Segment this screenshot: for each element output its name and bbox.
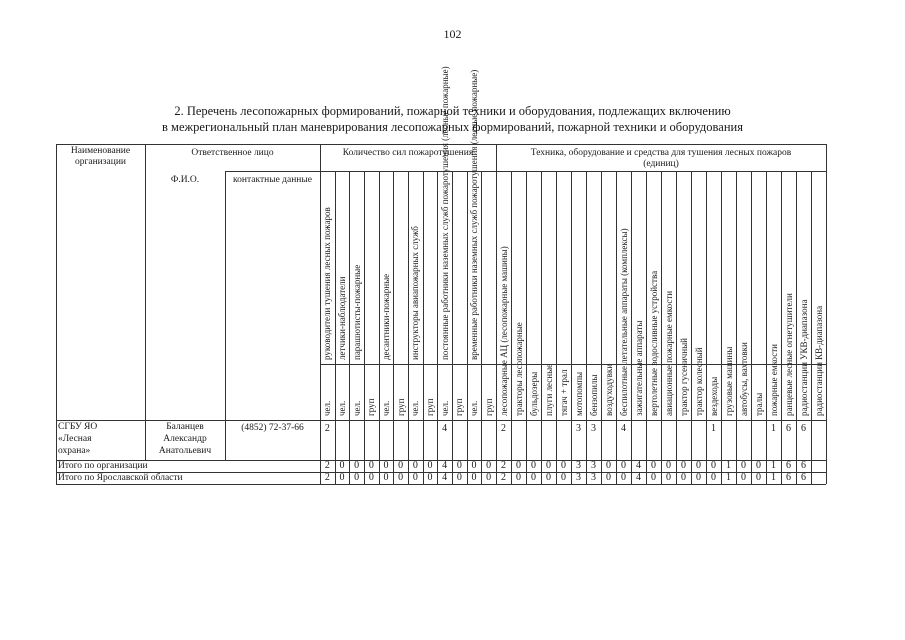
equipment-units-header: (единиц) xyxy=(643,159,679,169)
total-equipment-value: 6 xyxy=(801,472,806,483)
column-divider xyxy=(379,171,380,484)
equipment-col-name: беспилотные летательные аппараты (комплексы) xyxy=(618,228,629,416)
force-value: 2 xyxy=(324,423,330,434)
org-name-header: Наименование организации xyxy=(70,146,131,167)
equipment-col-name: ранцевые лесные огнетушители xyxy=(783,293,794,416)
equipment-col-name: автобусы, вахтовки xyxy=(738,342,749,416)
equipment-value: 4 xyxy=(621,423,626,434)
column-divider xyxy=(706,171,707,484)
total-equipment-value: 4 xyxy=(636,472,641,483)
equipment-col-name: бульдозеры xyxy=(528,371,539,416)
total-force-value: 0 xyxy=(368,472,374,483)
total-label: Итого по Ярославской области xyxy=(58,473,183,483)
fio-line: Александр xyxy=(163,434,207,444)
page-number: 102 xyxy=(443,27,462,41)
equipment-value: 3 xyxy=(576,423,581,434)
fio-col-divider xyxy=(225,171,226,460)
total-equipment-value: 0 xyxy=(546,460,551,471)
total-equipment-value: 0 xyxy=(561,460,566,471)
total-equipment-value: 0 xyxy=(606,460,611,471)
column-divider xyxy=(481,171,482,484)
total-force-value: 0 xyxy=(427,472,433,483)
total-force-value: 0 xyxy=(383,472,389,483)
equipment-col-name: лесопожарные АЦ (лесопожарные машины) xyxy=(498,246,509,416)
column-divider xyxy=(766,171,767,484)
total-equipment-value: 3 xyxy=(576,460,581,471)
org-name-line: СГБУ ЯО xyxy=(58,422,98,432)
header-bottom-line xyxy=(56,420,826,421)
contacts-value: (4852) 72-37-66 xyxy=(241,423,304,433)
equipment-col-name: зажигательные аппараты xyxy=(633,320,644,416)
force-col-unit: груп xyxy=(425,398,435,416)
total-region-bottom xyxy=(56,484,826,485)
column-divider xyxy=(423,171,424,484)
total-equipment-value: 3 xyxy=(591,460,596,471)
total-equipment-value: 2 xyxy=(501,472,506,483)
column-divider xyxy=(676,171,677,484)
equipment-col-name: авиационные пожарные емкости xyxy=(663,290,674,416)
total-equipment-value: 0 xyxy=(741,460,746,471)
total-force-value: 0 xyxy=(427,460,433,471)
force-col-name: постоянные работники наземных служб пожаротушения (лесные пожарные) xyxy=(439,66,450,360)
force-col-name: летчики-наблюдатели xyxy=(337,276,347,360)
column-divider xyxy=(781,171,782,484)
total-equipment-value: 0 xyxy=(666,460,671,471)
contacts-header: контактные данные xyxy=(233,175,312,185)
total-equipment-value: 0 xyxy=(741,472,746,483)
column-divider xyxy=(751,171,752,484)
total-equipment-value: 0 xyxy=(531,460,536,471)
total-equipment-value: 0 xyxy=(516,460,521,471)
total-force-value: 4 xyxy=(442,460,448,471)
total-equipment-value: 0 xyxy=(756,460,761,471)
total-equipment-value: 0 xyxy=(666,472,671,483)
column-divider xyxy=(556,171,557,484)
total-equipment-value: 6 xyxy=(786,472,791,483)
force-col-unit: чел. xyxy=(469,400,479,416)
column-divider xyxy=(811,171,812,484)
total-equipment-value: 2 xyxy=(501,460,506,471)
table-right-border xyxy=(826,144,827,484)
equipment-col-name: тралы xyxy=(753,392,764,416)
total-equipment-value: 0 xyxy=(621,472,626,483)
column-divider xyxy=(364,171,365,484)
total-force-value: 0 xyxy=(383,460,389,471)
title-line-1: 2. Перечень лесопожарных формирований, пожарной техники и оборудования, подлежащих включению xyxy=(174,104,731,118)
total-force-value: 2 xyxy=(324,460,330,471)
force-col-unit: чел. xyxy=(322,400,333,416)
column-divider xyxy=(526,171,527,484)
total-force-value: 0 xyxy=(486,460,492,471)
total-force-value: 0 xyxy=(339,460,345,471)
fio-header: Ф.И.О. xyxy=(170,175,200,185)
equipment-col-name: грузовые машины xyxy=(723,346,734,416)
column-divider xyxy=(601,171,602,484)
total-equipment-value: 0 xyxy=(516,472,521,483)
column-divider xyxy=(736,171,737,484)
equipment-value: 6 xyxy=(801,423,806,434)
total-force-value: 0 xyxy=(471,460,477,471)
total-equipment-value: 0 xyxy=(651,460,656,471)
total-force-value: 0 xyxy=(354,472,360,483)
total-force-value: 0 xyxy=(368,460,374,471)
column-divider xyxy=(646,171,647,484)
total-equipment-value: 3 xyxy=(591,472,596,483)
equipment-col-name: радиостанции КВ-диапазона xyxy=(813,305,824,416)
total-equipment-value: 0 xyxy=(681,472,686,483)
equipment-value: 3 xyxy=(591,423,596,434)
column-divider xyxy=(631,171,632,484)
total-equipment-value: 0 xyxy=(561,472,566,483)
column-divider xyxy=(586,171,587,484)
total-equipment-value: 0 xyxy=(621,460,626,471)
equipment-col-name: тягач + трал xyxy=(558,369,569,416)
force-col-unit: груп xyxy=(366,398,377,416)
total-force-value: 0 xyxy=(398,460,404,471)
table-left-border xyxy=(56,144,57,484)
total-equipment-value: 0 xyxy=(711,472,716,483)
equipment-col-name: пожарные емкости xyxy=(768,344,779,416)
total-equipment-value: 0 xyxy=(531,472,536,483)
total-equipment-value: 0 xyxy=(681,460,686,471)
equipment-value: 1 xyxy=(771,423,776,434)
total-equipment-value: 1 xyxy=(726,472,731,483)
force-col-unit: чел. xyxy=(439,400,450,416)
column-divider xyxy=(335,171,336,484)
column-divider xyxy=(796,171,797,484)
equipment-col-name: воздуходувки xyxy=(603,363,614,416)
resp-person-header: Ответственное лицо xyxy=(191,148,274,158)
total-equipment-value: 0 xyxy=(546,472,551,483)
total-equipment-value: 0 xyxy=(651,472,656,483)
total-force-value: 0 xyxy=(339,472,345,483)
force-col-unit: груп xyxy=(454,398,465,416)
column-divider xyxy=(616,171,617,484)
force-col-unit: чел. xyxy=(381,400,391,416)
column-divider xyxy=(571,171,572,484)
equipment-col-name: трактор колесный xyxy=(693,347,704,416)
equipment-value: 1 xyxy=(711,423,716,434)
equipment-col-name: вездеходы xyxy=(708,376,719,416)
equipment-col-name: радиостанции УКВ-диапазона xyxy=(798,299,809,416)
force-col-unit: груп xyxy=(395,398,406,416)
total-equipment-value: 0 xyxy=(696,460,701,471)
force-col-name: руководители тушения лесных пожаров xyxy=(322,207,333,360)
total-equipment-value: 6 xyxy=(801,460,806,471)
total-label: Итого по организации xyxy=(58,461,148,471)
column-divider xyxy=(452,171,453,484)
total-equipment-value: 1 xyxy=(726,460,731,471)
total-equipment-value: 1 xyxy=(771,472,776,483)
equipment-col-name: бензопилы xyxy=(588,374,599,416)
total-force-value: 0 xyxy=(456,472,462,483)
total-force-value: 0 xyxy=(471,472,477,483)
force-col-unit: чел. xyxy=(351,400,362,416)
fio-line: Баланцев xyxy=(166,422,204,432)
column-divider xyxy=(393,171,394,484)
equipment-col-name: трактор гусеничный xyxy=(678,338,689,416)
column-divider xyxy=(541,171,542,484)
total-force-value: 0 xyxy=(486,472,492,483)
total-force-value: 0 xyxy=(412,472,418,483)
force-col-unit: чел. xyxy=(410,400,421,416)
total-equipment-value: 1 xyxy=(771,460,776,471)
column-divider xyxy=(467,171,468,484)
org-col-divider xyxy=(145,144,146,460)
org-name-line: охрана» xyxy=(58,446,91,456)
column-divider xyxy=(511,171,512,484)
total-equipment-value: 6 xyxy=(786,460,791,471)
total-equipment-value: 4 xyxy=(636,460,641,471)
total-force-value: 4 xyxy=(442,472,448,483)
total-equipment-value: 3 xyxy=(576,472,581,483)
column-divider xyxy=(349,171,350,484)
fio-line: Анатольевич xyxy=(158,446,212,456)
force-col-unit: груп xyxy=(483,398,494,416)
total-force-value: 0 xyxy=(412,460,418,471)
equipment-col-name: вертолетные водосливные устройства xyxy=(648,270,659,416)
form-table xyxy=(56,0,826,640)
equipment-col-name: мотопомпы xyxy=(573,371,584,416)
total-equipment-value: 0 xyxy=(606,472,611,483)
force-value: 4 xyxy=(442,423,448,434)
org-name-line: «Лесная xyxy=(58,434,92,444)
title-line-2: в межрегиональный план маневрирования лесопожарных формирований, пожарной техники и оборудования xyxy=(162,120,743,134)
total-equipment-value: 0 xyxy=(756,472,761,483)
force-col-name: десантники-пожарные xyxy=(381,273,391,360)
total-equipment-value: 0 xyxy=(711,460,716,471)
equipment-header: Техника, оборудование и средства для тушения лесных пожаров xyxy=(530,148,792,158)
column-divider xyxy=(661,171,662,484)
total-equipment-value: 0 xyxy=(696,472,701,483)
equipment-value: 6 xyxy=(786,423,791,434)
total-force-value: 0 xyxy=(354,460,360,471)
column-divider xyxy=(437,171,438,484)
forces-header: Количество сил пожаротушения xyxy=(342,148,474,158)
force-col-unit: чел. xyxy=(337,400,347,416)
equipment-value: 2 xyxy=(501,423,506,434)
force-col-name: временные работники наземных служб пожаротушения (лесные пожарные) xyxy=(469,69,479,360)
total-force-value: 0 xyxy=(456,460,462,471)
column-divider xyxy=(408,171,409,484)
equipment-col-name: тракторы лесопожарные xyxy=(513,322,524,416)
column-divider xyxy=(721,171,722,484)
equipment-col-name: плуги лесные xyxy=(543,363,554,416)
force-col-name: парашютисты-пожарные xyxy=(351,264,362,360)
column-divider xyxy=(691,171,692,484)
total-force-value: 0 xyxy=(398,472,404,483)
force-col-name: инструкторы авиапожарных служб xyxy=(410,226,421,360)
total-force-value: 2 xyxy=(324,472,330,483)
